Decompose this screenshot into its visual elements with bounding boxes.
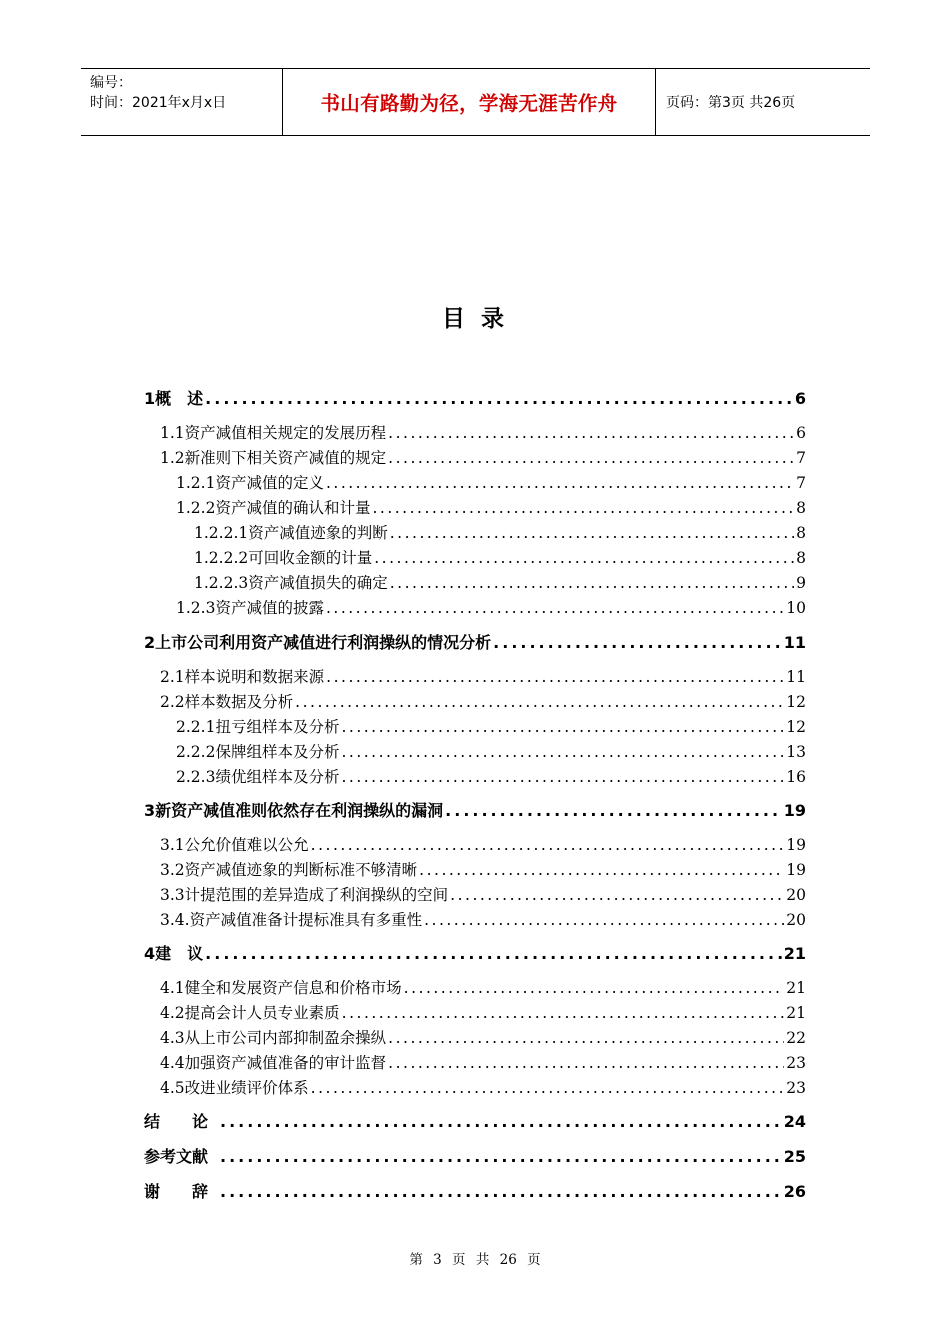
toc-entry-page: 9 [796, 574, 806, 592]
toc-leader-dots [341, 765, 784, 789]
document-number-label: 编号： [90, 75, 132, 91]
toc-entry-number: 1.2.1 [176, 474, 216, 492]
toc-entry-page: 21 [783, 944, 806, 963]
toc-leader-dots [311, 1076, 785, 1100]
toc-entry-page: 8 [796, 524, 806, 542]
toc-entry [160, 858, 806, 882]
toc-entry-page: 19 [786, 861, 806, 879]
toc-entry-number: 4.4 [160, 1054, 185, 1072]
toc-entry-title: 谢 辞 [144, 1182, 209, 1201]
toc-entry [160, 1076, 806, 1100]
toc-entry-page: 13 [786, 743, 806, 761]
toc-entry-page: 12 [786, 693, 806, 711]
toc-leader-dots [326, 596, 784, 620]
header-motto-cell [283, 69, 656, 135]
toc-entry [160, 1001, 806, 1025]
toc-entry [160, 421, 806, 445]
toc-leader-dots [342, 1001, 785, 1025]
toc-leader-dots [445, 799, 782, 823]
toc-entry-title: 扭亏组样本及分析 [215, 718, 340, 736]
toc-entry-number: 4.5 [160, 1079, 185, 1097]
toc-entry-page: 21 [786, 1004, 806, 1022]
toc-entry [160, 883, 806, 907]
toc-entry-number: 1.2.2.3 [194, 574, 249, 592]
toc-entry [194, 521, 806, 545]
toc-entry-page: 6 [794, 389, 806, 408]
toc-entry-page: 10 [786, 599, 806, 617]
toc-entry [176, 471, 806, 495]
toc-entry-page: 23 [786, 1079, 806, 1097]
toc-leader-dots [220, 1180, 782, 1204]
toc-entry-page: 24 [783, 1112, 806, 1131]
toc-entry [160, 908, 806, 932]
toc-leader-dots [404, 976, 785, 1000]
toc-leader-dots [311, 833, 785, 857]
toc-entry [144, 1145, 806, 1169]
header-motto: 书山有路勤为径，学海无涯苦作舟 [320, 92, 618, 115]
toc-entry-page: 8 [796, 549, 806, 567]
toc-entry [176, 740, 806, 764]
toc-entry-number: 4.1 [160, 979, 185, 997]
toc-leader-dots [424, 908, 784, 932]
toc-leader-dots [205, 942, 782, 966]
toc-leader-dots [388, 1026, 784, 1050]
toc-entry-page: 12 [786, 718, 806, 736]
toc-entry-number: 2.2.2 [176, 743, 216, 761]
toc-entry-number: 2 [144, 633, 156, 652]
toc-entry-number: 2.2 [160, 693, 185, 711]
toc-entry-title: 资产减值损失的确定 [248, 574, 388, 592]
toc-entry-number: 3.3 [160, 886, 185, 904]
toc-entry-page: 20 [786, 886, 806, 904]
toc-entry [160, 976, 806, 1000]
toc-entry-number: 1.2.2.2 [194, 549, 249, 567]
toc-entry [176, 596, 806, 620]
toc-entry [144, 799, 806, 823]
toc-entry-title: 提高会计人员专业素质 [184, 1004, 340, 1022]
toc-leader-dots [374, 546, 794, 570]
toc-entry [160, 1051, 806, 1075]
toc-entry-title: 结 论 [144, 1112, 209, 1131]
toc-entry [144, 387, 806, 411]
toc-entry-title: 保牌组样本及分析 [215, 743, 340, 761]
toc-entry [160, 1026, 806, 1050]
toc-entry [194, 571, 806, 595]
toc-entry-title: 计提范围的差异造成了利润操纵的空间 [184, 886, 449, 904]
toc-entry-number: 3.1 [160, 836, 185, 854]
toc-leader-dots [388, 446, 794, 470]
toc-entry-title: 绩优组样本及分析 [215, 768, 340, 786]
toc-entry [176, 715, 806, 739]
toc-entry-number: 3.4. [160, 911, 190, 929]
toc-leader-dots [390, 521, 794, 545]
page-footer: 第 3 页 共 26 页 [409, 1252, 541, 1268]
toc-entry-title: 样本数据及分析 [184, 693, 294, 711]
toc-entry-page: 25 [783, 1147, 806, 1166]
toc-entry [160, 446, 806, 470]
toc-entry-page: 20 [786, 911, 806, 929]
toc-entry-page: 7 [796, 449, 806, 467]
page-header [81, 68, 870, 136]
toc-entry-page: 21 [786, 979, 806, 997]
toc-entry-number: 1.2.3 [176, 599, 216, 617]
header-page-info: 页码：第3页 共26页 [666, 95, 796, 111]
toc-entry-page: 8 [796, 499, 806, 517]
toc-entry-number: 4.3 [160, 1029, 185, 1047]
toc-entry-title: 样本说明和数据来源 [184, 668, 325, 686]
toc-leader-dots [341, 715, 784, 739]
toc-leader-dots [220, 1110, 782, 1134]
toc-entry-title: 资产减值迹象的判断 [248, 524, 388, 542]
toc-entry-title: 建 议 [155, 944, 204, 963]
toc-entry-page: 26 [783, 1182, 806, 1201]
toc-entry-page: 19 [786, 836, 806, 854]
toc-entry-page: 23 [786, 1054, 806, 1072]
toc-entry-number: 4 [144, 944, 156, 963]
toc-entry-number: 4.2 [160, 1004, 185, 1022]
toc-entry-title: 参考文献 [144, 1147, 209, 1166]
toc-leader-dots [493, 631, 782, 655]
toc-entry-title: 资产减值的定义 [215, 474, 324, 492]
toc-entry-page: 7 [796, 474, 806, 492]
toc-entry [160, 833, 806, 857]
toc-entry-title: 可回收金额的计量 [248, 549, 373, 567]
toc-entry [176, 496, 806, 520]
toc-entry-number: 1.2.2 [176, 499, 216, 517]
toc-entry-title: 资产减值准备计提标准具有多重性 [189, 911, 423, 929]
toc-leader-dots [205, 387, 793, 411]
toc-entry [194, 546, 806, 570]
toc-leader-dots [326, 471, 794, 495]
toc-leader-dots [419, 858, 784, 882]
toc-leader-dots [326, 665, 784, 689]
toc-entry-title: 从上市公司内部抑制盈余操纵 [184, 1029, 387, 1047]
toc-entry-page: 11 [786, 668, 806, 686]
toc-entry-title: 上市公司利用资产减值进行利润操纵的情况分析 [155, 633, 492, 652]
toc-entry-title: 新资产减值准则依然存在利润操纵的漏洞 [155, 801, 444, 820]
toc-leader-dots [388, 1051, 784, 1075]
toc-entry-number: 2.2.1 [176, 718, 216, 736]
toc-entry-page: 16 [786, 768, 806, 786]
toc-entry-title: 资产减值相关规定的发展历程 [184, 424, 387, 442]
toc-entry-page: 19 [783, 801, 806, 820]
toc-entry-title: 公允价值难以公允 [184, 836, 309, 854]
toc-entry-number: 2.2.3 [176, 768, 216, 786]
toc-entry-number: 2.1 [160, 668, 185, 686]
toc-entry-number: 1 [144, 389, 156, 408]
toc-entry-title: 资产减值的披露 [215, 599, 324, 617]
toc-entry [144, 631, 806, 655]
toc-entry-title: 加强资产减值准备的审计监督 [184, 1054, 387, 1072]
toc-entry [160, 690, 806, 714]
toc-entry-number: 1.1 [160, 424, 185, 442]
toc-leader-dots [388, 421, 794, 445]
toc-entry-title: 资产减值迹象的判断标准不够清晰 [184, 861, 418, 879]
toc-leader-dots [390, 571, 794, 595]
toc-entry [144, 1110, 806, 1134]
toc-entry-number: 1.2 [160, 449, 185, 467]
toc-entry-title: 改进业绩评价体系 [184, 1079, 309, 1097]
toc-leader-dots [450, 883, 784, 907]
toc-entry-number: 1.2.2.1 [194, 524, 249, 542]
toc-entry-number: 3 [144, 801, 156, 820]
toc-entry-number: 3.2 [160, 861, 185, 879]
toc-entry-title: 资产减值的确认和计量 [215, 499, 371, 517]
toc-leader-dots [341, 740, 784, 764]
toc-entry [160, 665, 806, 689]
header-meta [81, 69, 283, 135]
toc-leader-dots [372, 496, 794, 520]
toc-leader-dots [295, 690, 784, 714]
toc-entry-page: 22 [786, 1029, 806, 1047]
toc-entry [144, 942, 806, 966]
toc-entry-page: 11 [783, 633, 806, 652]
toc-entry-title: 健全和发展资产信息和价格市场 [184, 979, 402, 997]
toc-title: 目 录 [441, 306, 508, 332]
toc-entry-title: 新准则下相关资产减值的规定 [184, 449, 387, 467]
toc-leader-dots [220, 1145, 782, 1169]
toc-entry-title: 概 述 [155, 389, 204, 408]
toc-entry [176, 765, 806, 789]
toc-entry-page: 6 [796, 424, 806, 442]
document-date: 时间：2021年x月x日 [90, 95, 227, 111]
toc-entry [144, 1180, 806, 1204]
